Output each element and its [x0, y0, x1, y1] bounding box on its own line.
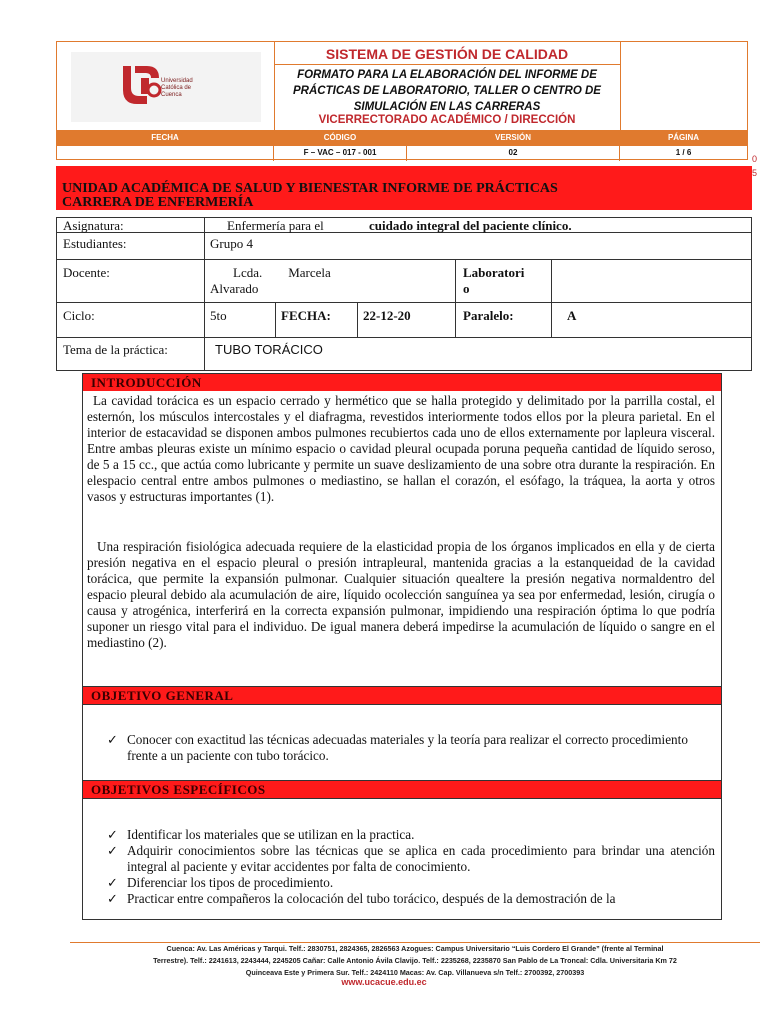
banner-line2: CARRERA DE ENFERMERÍA: [62, 195, 254, 210]
general-objective-title: OBJETIVO GENERAL: [91, 688, 234, 703]
check-icon: ✓: [107, 843, 119, 858]
footer-line2: Terrestre). Telf.: 2241613, 2243444, 2245205 Cañar: Calle Antonio Ávila Clavijo. Telf.: 2235268, 2235870 San Pablo de La Troncal: Cdla. Universitaria Km 72: [153, 956, 677, 965]
docente-line1: Lcda. Marcela: [233, 265, 331, 280]
specific-objectives-list: [107, 827, 715, 907]
unit-banner: [56, 166, 752, 210]
general-objective-bar: [83, 687, 721, 704]
estudiantes-value: Grupo 4: [210, 236, 253, 251]
intro-paragraph-1: La cavidad torácica es un espacio cerrado y hermético que se halla protegido y delimitado por la parrilla costal, el esternón, los músculos intercostales y el diafragma, revestidos interiormente todos ellos por la pleura parietal. En el interior de estacavidad se disponen ambos pulmones recubiertos cada uno de ellos externamente por lapleura visceral. Entre ambas pleuras existe un mínimo espacio o cavidad pleural ocupada poruna pequeña cantidad de líquido seroso, de 5 a 15 cc., que actúa como lubricante y permite un suave deslizamiento de una sobre otra durante la respiración. En elespacio central entre ambos pulmones o mediastino, se hallan el corazón, el esófago, la tráquea, la aorta y otros vasos y estructuras importantes (1).: [87, 393, 715, 504]
value-fecha: [57, 146, 274, 161]
value-version: 02: [407, 146, 620, 161]
ciclo-label: Ciclo:: [63, 308, 95, 323]
header-labels-row: [57, 130, 747, 145]
list-item: [107, 732, 715, 764]
specific-item-text: Diferenciar los tipos de procedimiento.: [127, 875, 334, 890]
document-header: [56, 41, 748, 160]
system-title: SISTEMA DE GESTIÓN DE CALIDAD: [274, 44, 620, 65]
asignatura-value-b: cuidado integral del paciente clínico.: [369, 218, 572, 233]
list-item: [107, 827, 715, 843]
logo-text: Universidad Católica de Cuenca: [161, 78, 193, 98]
side-marks: 0 5: [752, 154, 758, 178]
footer-line1: Cuenca: Av. Las Américas y Tarqui. Telf.: 2830751, 2824365, 2826563 Azogues: Campus Universitario “Luis Cordero El Grande” (frente al Terminal: [166, 944, 664, 953]
banner-text: [62, 182, 558, 210]
laboratorio-line2: o: [463, 281, 470, 296]
specific-objectives-title: OBJETIVOS ESPECÍFICOS: [91, 782, 266, 797]
paralelo-value: A: [567, 308, 577, 323]
list-item: [107, 875, 715, 891]
asignatura-value-a: Enfermería para el: [227, 218, 324, 233]
specific-item-text: Adquirir conocimientos sobre las técnicas que se aplica en cada procedimiento para brindar una atención integral al paciente y evitar accidentes por falta de conocimiento.: [127, 843, 715, 874]
check-icon: ✓: [107, 875, 119, 890]
footer-line3: Quinceava Este y Primera Sur. Telf.: 2424110 Macas: Av. Cap. Villanueva s/n Telf.: 2700392, 2700393: [245, 968, 585, 977]
general-item-text: Conocer con exactitud las técnicas adecuadas materiales y la teoría para realizar el correcto procedimiento frente a un paciente con tubo torácico.: [127, 732, 688, 763]
report-body: [82, 373, 722, 920]
fecha-label: FECHA:: [281, 308, 331, 323]
ciclo-value: 5to: [210, 308, 227, 323]
check-icon: ✓: [107, 891, 119, 906]
tema-label: Tema de la práctica:: [63, 342, 168, 357]
banner-line1: UNIDAD ACADÉMICA DE SALUD Y BIENESTAR INFORME DE PRÁCTICAS: [62, 181, 558, 196]
format-title: FORMATO PARA LA ELABORACIÓN DEL INFORME DE PRÁCTICAS DE LABORATORIO, TALLER O CENTRO DE SIMULACIÓN EN LAS CARRERAS: [293, 69, 601, 113]
label-pagina: PÁGINA: [667, 133, 700, 142]
docente-label: Docente:: [63, 265, 110, 280]
label-fecha: FECHA: [57, 130, 274, 145]
paralelo-label: Paralelo:: [463, 308, 514, 323]
check-icon: ✓: [107, 827, 119, 842]
fecha-value: 22-12-20: [363, 308, 411, 323]
specific-item-text: Practicar entre compañeros la colocación del tubo torácico, después de la demostración de la: [127, 891, 616, 906]
intro-section-bar: [83, 374, 721, 391]
estudiantes-label: Estudiantes:: [63, 236, 127, 251]
intro-title: INTRODUCCIÓN: [91, 375, 202, 390]
check-icon: ✓: [107, 732, 119, 747]
tema-value: TUBO TORÁCICO: [215, 342, 323, 357]
general-objective-list: [107, 732, 715, 764]
specific-item-text: Identificar los materiales que se utilizan en la practica.: [127, 827, 415, 842]
list-item: [107, 843, 715, 875]
footer-url[interactable]: www.ucacue.edu.ec: [341, 977, 427, 987]
footer-address: [70, 943, 760, 979]
label-codigo: CÓDIGO: [274, 130, 407, 145]
department-title: VICERRECTORADO ACADÉMICO / DIRECCIÓN: [318, 114, 576, 126]
docente-line2: Alvarado: [210, 281, 259, 296]
intro-paragraph-2: Una respiración fisiológica adecuada requiere de la elasticidad propia de los órganos implicados en ella y de cierta presión negativa en el espacio pleural o presión intrapleural, mantenida gracias a la estanqueidad de la cavidad torácica, que permite la expansión pulmonar. Cualquier situación quealtere la presión negativa normaldentro del espacio pleural debido ala acumulación de aire, líquido ocolección sanguínea ya sea por enfermedad, lesión, cirugía o causa y atrogénica, interferirá en la correcta expansión pulmonar, impidiendo una respiración óptima lo que podría suponer un riesgo vital para el individuo. De igual manera deberá impedirse la acumulación de líquido o sangre en el mediastino (2).: [87, 539, 715, 650]
header-values-row: [57, 145, 747, 161]
value-codigo: F – VAC – 017 - 001: [274, 146, 407, 161]
list-item: [107, 891, 715, 907]
logo-cell: [57, 42, 275, 130]
laboratorio-line1: Laboratori: [463, 265, 525, 280]
info-table: [56, 217, 752, 371]
value-pagina: 1 / 6: [675, 148, 692, 157]
specific-objectives-bar: [83, 781, 721, 798]
title-cell: [274, 42, 621, 130]
university-logo: [71, 52, 261, 122]
label-version: VERSIÓN: [407, 130, 620, 145]
asignatura-label: Asignatura:: [63, 218, 124, 233]
